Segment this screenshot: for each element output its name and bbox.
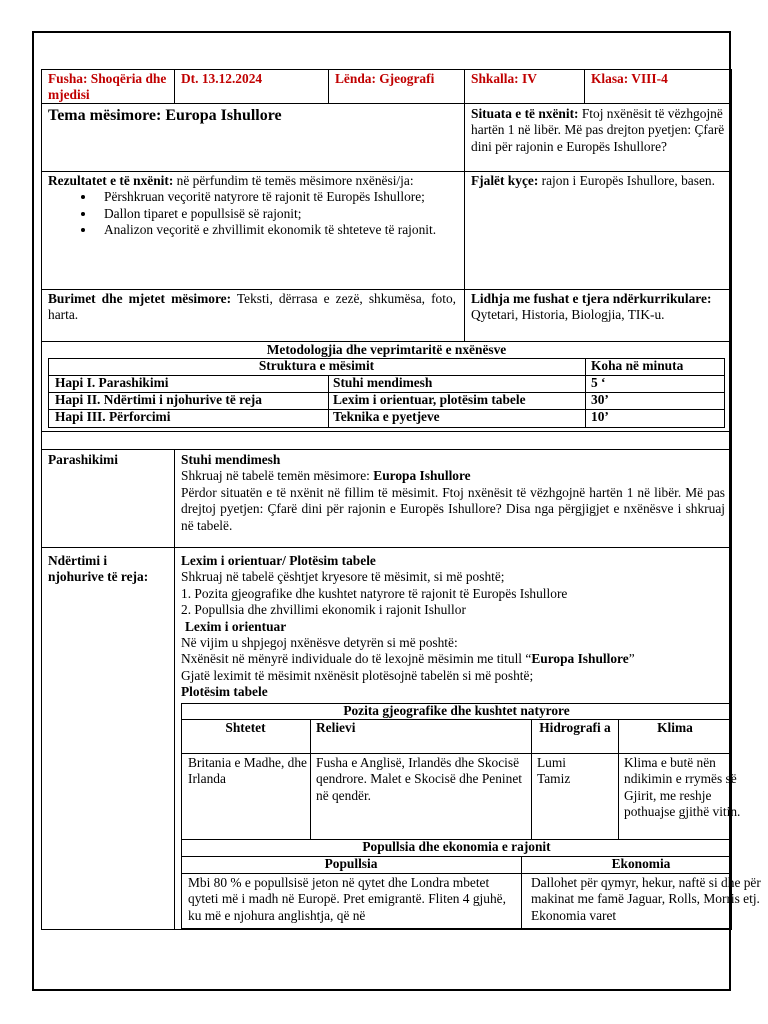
ndertimi-sub2: Plotësim tabele [181, 684, 268, 700]
table-cell: Hapi I. Parashikimi [55, 375, 169, 390]
table-header: Relievi [316, 720, 356, 735]
table-cell: Lumi Tamiz [537, 755, 571, 787]
list-item: • Përshkruan veçoritë natyrore të rajonit të Europës Ishullore; [96, 189, 456, 205]
fjalet-label: Fjalët kyçe: [471, 173, 539, 188]
ndertimi-title: Lexim i orientuar/ Plotësim tabele [181, 553, 376, 568]
list-item: • Analizon veçoritë e zhvillimit ekonomik të shteteve të rajonit. [96, 222, 456, 238]
fjalet-cell [466, 172, 730, 190]
table-header: Ekonomia [611, 856, 671, 871]
table-header: Klima [657, 720, 693, 735]
table-cell: 30’ [591, 392, 609, 407]
pozita-title: Pozita gjeografike dhe kushtet natyrore [343, 703, 570, 718]
rezultatet-label: Rezultatet e të nxënit: [48, 173, 174, 188]
ndertimi-line1: Shkruaj në tabelë çështjet kryesore të mësimit, si më poshtë; [181, 569, 505, 585]
table-cell: 10’ [591, 409, 609, 424]
table-cell: Hapi III. Përforcimi [55, 409, 171, 424]
struktura-header: Struktura e mësimit [258, 358, 375, 373]
ndertimi-sub1: Lexim i orientuar [185, 618, 287, 634]
table-cell: Fusha e Anglisë, Irlandës dhe Skocisë qendrore. Malet e Skocisë dhe Peninet në qendër. [316, 755, 523, 803]
parashikimi-title: Stuhi mendimesh [181, 452, 281, 467]
ndertimi-line5: Nxënësit në mënyrë individuale do të lexojnë mësimin me titull [181, 651, 523, 667]
table-cell: 5 ‘ [591, 375, 606, 390]
lidhja-cell [466, 290, 730, 325]
lidhja-text: Qytetari, Historia, Biologjia, TIK-u. [471, 307, 665, 323]
table-cell: Stuhi mendimesh [333, 375, 433, 390]
ndertimi-line2: 1. Pozita gjeografike dhe kushtet natyrore të rajonit të Europës Ishullore [181, 585, 568, 601]
rezultatet-intro: në përfundim të temës mësimore nxënësi/ja: [176, 173, 414, 188]
table-cell: Klima e butë nën ndikimin e rrymës së Gjirit, me reshje pothuajse gjithë vitin. [624, 755, 741, 820]
rezultatet-cell [43, 172, 461, 240]
table-cell: Mbi 80 % e popullsisë jeton në qytet dhe Londra mbetet qyteti më i madh në Europë. Pret emigrantë. Fliten 4 gjuhë, ku më e njohura anglishtja, që në [188, 875, 506, 923]
table-cell: Lexim i orientuar, plotësim tabele [333, 392, 526, 407]
table-cell: Hapi II. Ndërtimi i njohurive të reja [55, 392, 262, 407]
parashikimi-content [176, 451, 730, 535]
burimet-label: Burimet dhe mjetet mësimore: [48, 291, 232, 306]
tema-cell [43, 105, 461, 126]
table-cell: Britania e Madhe, dhe Irlanda [188, 755, 307, 787]
ndertimi-line3: 2. Popullsia dhe zhvillimi ekonomik i rajonit Ishullor [181, 602, 466, 618]
tema-value: Europa Ishullore [165, 107, 282, 124]
table-cell: Dallohet për qymyr, hekur, naftë si dhe për makinat me famë Jaguar, Rolls, Morris etj. Ekonomia varet [531, 875, 761, 923]
situata-label: Situata e të nxënit: [471, 106, 579, 121]
table-cell: Teknika e pyetjeve [333, 409, 440, 424]
lenda-label: Lënda: Gjeografi [335, 71, 435, 86]
fjalet-text: rajon i Europës Ishullore, basen. [541, 173, 715, 188]
ndertimi-quote: Europa Ishullore [531, 651, 629, 667]
parashikimi-topic: Europa Ishullore [373, 468, 471, 484]
parashikimi-label: Parashikimi [48, 452, 118, 467]
klasa-label: Klasa: VIII-4 [591, 71, 668, 86]
popullsia-title: Popullsia dhe ekonomia e rajonit [362, 839, 551, 854]
rezultatet-list [48, 189, 456, 238]
tema-label: Tema mësimore: [48, 107, 162, 124]
burimet-cell [43, 290, 461, 325]
ndertimi-label: Ndërtimi i njohurive të reja: [48, 553, 149, 585]
table-header: Hidrografi a [539, 720, 611, 735]
date-label: Dt. 13.12.2024 [181, 71, 263, 86]
list-item: • Dallon tiparet e popullsisë së rajonit; [96, 206, 456, 222]
parashikimi-line1: Shkruaj në tabelë temën mësimore: [181, 468, 370, 484]
lidhja-label: Lidhja me fushat e tjera ndërkurrikulare: [471, 291, 712, 306]
situata-cell [466, 105, 730, 156]
ndertimi-line4: Në vijim u shpjegoj nxënësve detyrën si më poshtë: [181, 635, 458, 651]
table-header: Popullsia [324, 856, 378, 871]
table-header: Shtetet [225, 720, 266, 735]
ndertimi-content: Lexim i orientuar/ Plotësim tabele Shkruaj në tabelë çështjet kryesore të mësimit, si më poshtë; 1. Pozita gjeografike dhe kushtet natyrore të rajonit të Europës Ishullore 2. Popullsia dhe zhvillimi ekonomik i rajonit Ishullor Lexim i orientuar Në vijim u shpjegoj nxënësve detyrën si më poshtë: Nxënësit në mënyrë individuale do të lexojnë mësimin me titull “Europa Ishullore” Gjatë leximit të mësimit nxënësit plotësojnë tabelën si më poshtë; Plotësim tabele [176, 552, 730, 702]
spacer-row [41, 431, 732, 450]
metodologjia-title: Metodologjia dhe veprimtaritë e nxënësve [266, 342, 507, 357]
burimet-text: Teksti, dërrasa e zezë, shkumësa, foto, harta. [48, 291, 456, 323]
ndertimi-line6: Gjatë leximit të mësimit nxënësit plotësojnë tabelën si më poshtë; [181, 667, 534, 683]
situata-text: Ftoj nxënësit të vëzhgojnë hartën 1 në libër. Më pas drejton pyetjen: Çfarë dini për rajonin e Europës Ishullore? [471, 106, 725, 154]
koha-header: Koha në minuta [591, 358, 684, 373]
shkalla-label: Shkalla: IV [471, 71, 537, 86]
parashikimi-text: Përdor situatën e të nxënit në fillim të mësimit. Ftoj nxënësit të vëzhgojnë hartën 1 në libër. Më pas drejtoj pyetjen: Çfarë dini për rajonin e Europës Ishullore? Disa nga përgjigjet e nxënësve i shkruaj në tabelë. [181, 484, 725, 533]
fusha-label: Fusha: Shoqëria dhe mjedisi [48, 71, 167, 103]
